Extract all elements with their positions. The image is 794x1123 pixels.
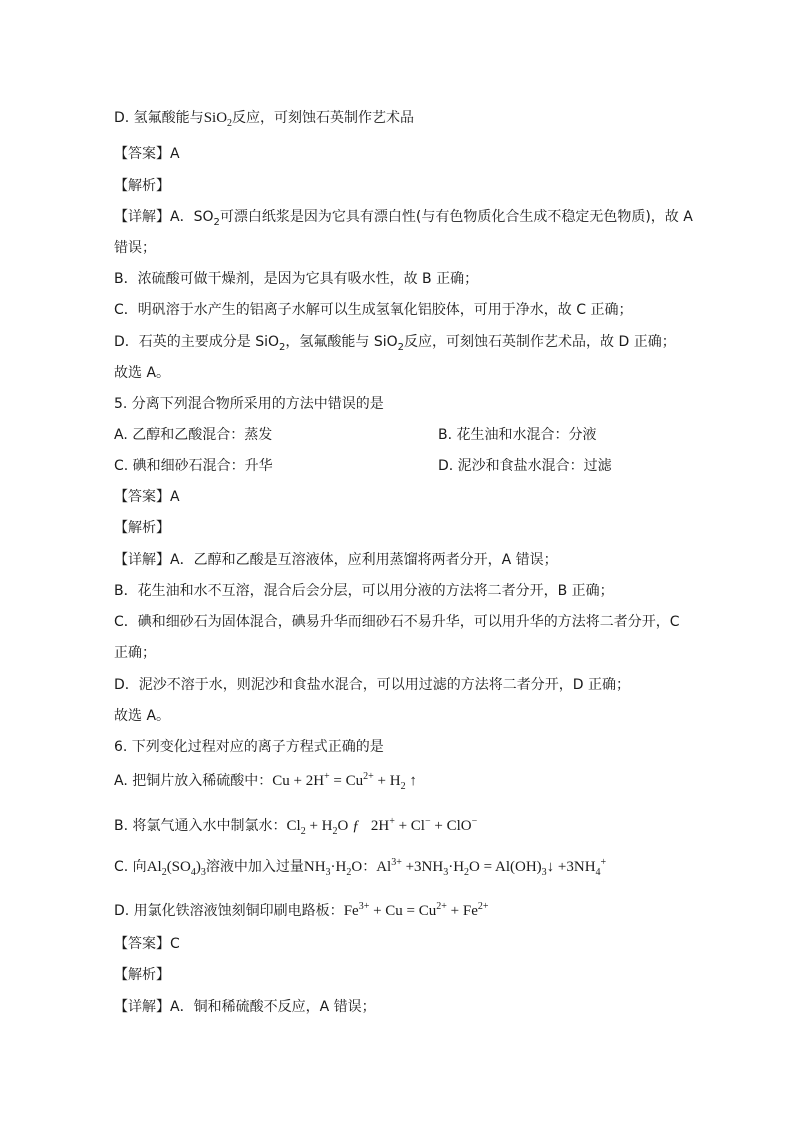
- equation-b: $Cl_2 + H_2O$ ƒ 2H+ + Cl− + ClO−: [286, 816, 478, 837]
- q5-option-b: B. 花生油和水混合：分液: [438, 427, 597, 443]
- q4-conclusion: 故选 A。: [114, 365, 171, 381]
- q4-option-d: D. 氢氟酸能与SiO$_2$反应，可刻蚀石英制作艺术品: [114, 110, 415, 129]
- q5-answer: 【答案】A: [114, 489, 180, 505]
- q5-option-a: A. 乙醇和乙酸混合：蒸发: [114, 427, 273, 443]
- q4-detail-a-2: 错误；: [114, 240, 156, 256]
- q5-analysis-label: 【解析】: [114, 520, 170, 536]
- formula-al2so43: $Al_2(SO_4)_3$: [146, 859, 206, 878]
- equation-d: $Fe^{3+} + Cu = Cu^{2+} + Fe^{2+}$: [343, 901, 489, 919]
- q6-detail-a: 【详解】A．铜和稀硫酸不反应，A 错误；: [114, 999, 376, 1015]
- q5-option-c: C. 碘和细砂石混合：升华: [114, 458, 273, 474]
- equation-a: $Cu + 2H^+ = Cu^{2+} + H_2$ ↑: [272, 771, 417, 792]
- equation-c: $Al^{3+} +3NH_3\cdot H_2O$ = $Al(OH)_3↓ +3NH_4^+$: [376, 857, 607, 878]
- q4-detail-c: C．明矾溶于水产生的铝离子水解可以生成氢氧化铝胶体，可用于净水，故 C 正确；: [114, 302, 633, 318]
- q5-detail-d: D．泥沙不溶于水，则泥沙和食盐水混合，可以用过滤的方法将二者分开，D 正确；: [114, 677, 631, 693]
- q5-detail-c-2: 正确；: [114, 645, 156, 661]
- q6-option-a: A. 把铜片放入稀硫酸中：$Cu + 2H^+ = Cu^{2+} + H_2$ ↑: [114, 771, 417, 792]
- q4-detail-d: D．石英的主要成分是 SiO$_2$，氢氟酸能与 SiO$_2$反应，可刻蚀石英制作艺术品，故 D 正确；: [114, 334, 676, 353]
- q5-detail-c-1: C．碘和细砂石为固体混合，碘易升华而细砂石不易升华，可以用升华的方法将二者分开，C: [114, 614, 680, 630]
- q5-option-d: D. 泥沙和食盐水混合：过滤: [438, 458, 612, 474]
- q6-option-c: C. 向$Al_2(SO_4)_3$溶液中加入过量$NH_3\cdot H_2O$：$Al^{3+} +3NH_3\cdot H_2O$ = $Al(OH)_3↓ +3NH_4^+$: [114, 857, 607, 878]
- q6-analysis-label: 【解析】: [114, 967, 170, 983]
- q5-conclusion: 故选 A。: [114, 708, 171, 724]
- q6-answer: 【答案】C: [114, 936, 180, 952]
- q5-detail-a: 【详解】A．乙醇和乙酸是互溶液体，应利用蒸馏将两者分开，A 错误；: [114, 552, 558, 568]
- q6-stem: 6. 下列变化过程对应的离子方程式正确的是: [114, 739, 384, 755]
- q4-detail-a-1: 【详解】A．$SO_2$可漂白纸浆是因为它具有漂白性(与有色物质化合生成不稳定无色物质)，故 A: [114, 209, 693, 228]
- q6-option-d: D. 用氯化铁溶液蚀刻铜印刷电路板：$Fe^{3+} + Cu = Cu^{2+} + Fe^{2+}$: [114, 901, 489, 919]
- q4-answer: 【答案】A: [114, 146, 180, 162]
- q5-detail-b: B．花生油和水不互溶，混合后会分层，可以用分液的方法将二者分开，B 正确；: [114, 583, 614, 599]
- q4-analysis-label: 【解析】: [114, 178, 170, 194]
- sio2-formula: SiO$_2$: [203, 110, 233, 129]
- q5-stem: 5. 分离下列混合物所采用的方法中错误的是: [114, 396, 384, 412]
- formula-nh3h2o: $NH_3\cdot H_2O$: [303, 859, 363, 878]
- q4-detail-b: B．浓硫酸可做干燥剂，是因为它具有吸水性，故 B 正确；: [114, 271, 479, 287]
- q6-option-b: B. 将氯气通入水中制氯水：$Cl_2 + H_2O$ ƒ 2H+ + Cl− + ClO−: [114, 816, 478, 837]
